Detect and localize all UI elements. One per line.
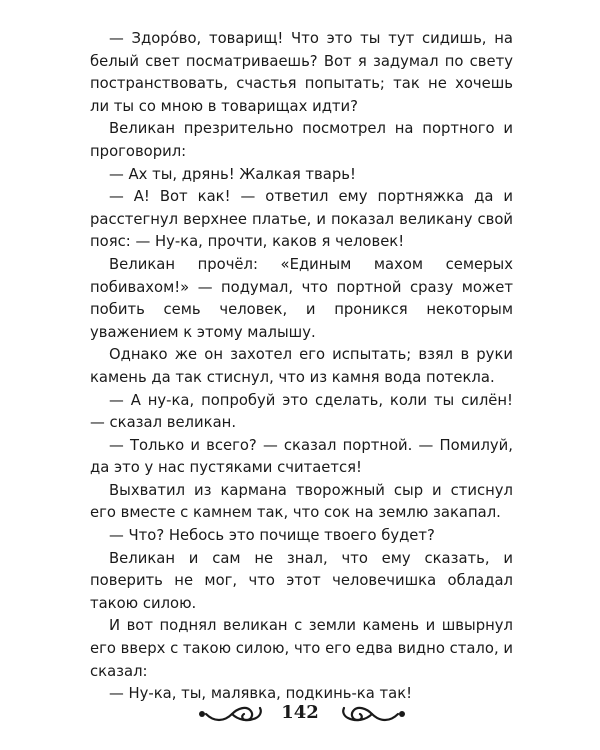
paragraph: — Ах ты, дрянь! Жалкая тварь! <box>109 165 356 183</box>
paragraph: — Что? Небось это почище твоего будет? <box>109 527 435 545</box>
paragraph: — А ну-ка, попробуй это сделать, коли ты силён! — сказал великан. <box>90 391 513 432</box>
paragraph: Выхватил из кармана творожный сыр и стиснул его вместе с камнем так, что сок на землю закапал. <box>90 481 513 522</box>
swirl-ornament-icon <box>196 700 266 726</box>
page-body-text <box>90 28 513 706</box>
paragraph: — А! Вот как! — ответил ему портняжка да и расстегнул верхнее платье, и показал великану свой пояс: — Ну-ка, прочти, каков я человек! <box>90 188 513 251</box>
paragraph: Великан и сам не знал, что ему сказать, и поверить не мог, что этот человечишка обладал такою силою. <box>90 549 513 612</box>
swirl-ornament-icon <box>338 700 408 726</box>
paragraph: — Только и всего? — сказал портной. — Помилуй, да это у нас пустяками считается! <box>90 436 513 477</box>
paragraph: Однако же он захотел его испытать; взял в руки камень да так стиснул, что из камня вода потекла. <box>90 346 513 386</box>
paragraph: — Здоро́во, товарищ! Что это ты тут сидишь, на белый свет посматриваешь? Вот я задумал по свету постранствовать, счастья попытать; так не хочешь ли ты со мною в товарищах идти? <box>90 30 513 115</box>
page-number: 142 <box>281 702 319 723</box>
paragraph: И вот поднял великан с земли камень и швырнул его вверх с такою силою, что его едва видно стало, и сказал: <box>90 617 513 680</box>
paragraph: — Ну-ка, ты, малявка, подкинь-ка так! <box>109 685 413 703</box>
paragraph: Великан презрительно посмотрел на портного и проговорил: <box>90 120 513 160</box>
page-footer <box>0 690 600 730</box>
paragraph: Великан прочёл: «Единым махом семерых побивахом!» — подумал, что портной сразу может побить семь человек, и проникся некоторым уважением к этому малышу. <box>90 255 513 341</box>
